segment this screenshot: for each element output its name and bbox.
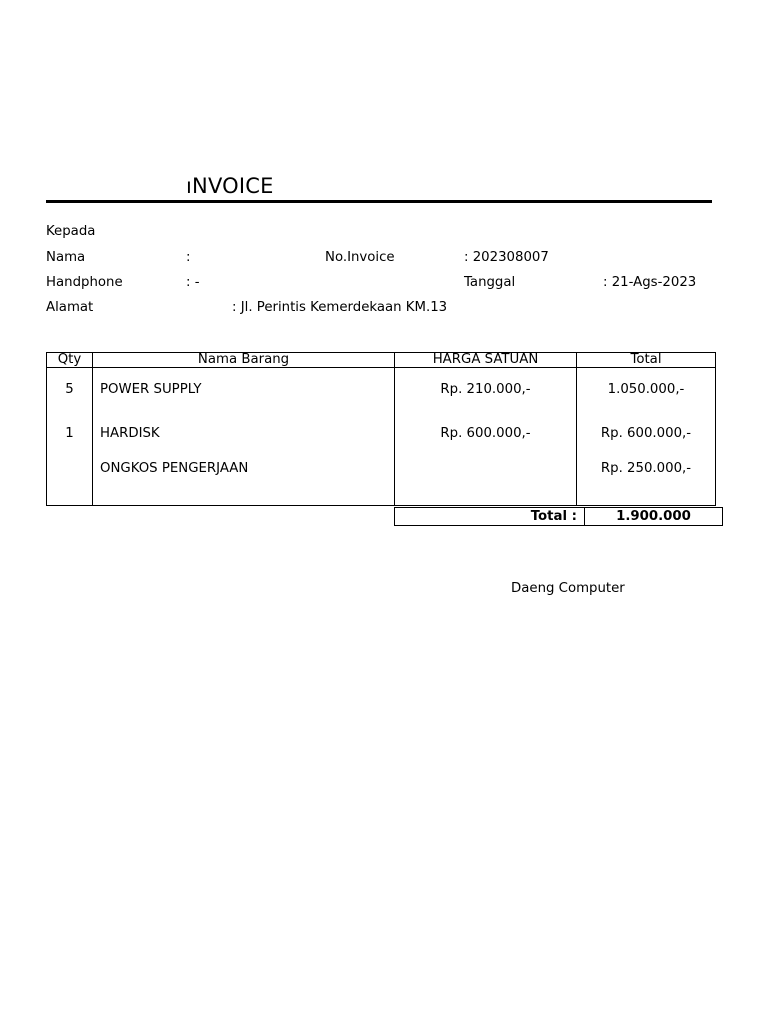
no-invoice-value: : 202308007 [464, 250, 549, 265]
row-total: Rp. 250.000,- [577, 456, 716, 506]
items-table [46, 352, 716, 506]
row-unit-price [395, 456, 577, 506]
header-total: Total [577, 353, 716, 368]
grand-total-box [394, 507, 723, 526]
row-item-name: ONGKOS PENGERJAAN [93, 456, 395, 506]
tanggal-value: : 21-Ags-2023 [603, 275, 697, 290]
nama-label: Nama [46, 250, 86, 265]
table-row [47, 368, 716, 411]
nama-value: : [186, 250, 191, 265]
row-total: Rp. 600.000,- [577, 410, 716, 456]
no-invoice-label: No.Invoice [325, 250, 395, 265]
row-unit-price: Rp. 600.000,- [395, 410, 577, 456]
row-item-name: HARDISK [93, 410, 395, 456]
handphone-label: Handphone [46, 275, 123, 290]
row-qty: 1 [47, 410, 93, 456]
row-qty: 5 [47, 368, 93, 411]
handphone-value: : - [186, 275, 200, 290]
signature-name: Daeng Computer [511, 581, 625, 596]
header-harga-satuan: HARGA SATUAN [395, 353, 577, 368]
row-total: 1.050.000,- [577, 368, 716, 411]
grand-total-label: Total : [395, 508, 585, 526]
tanggal-label: Tanggal [464, 275, 516, 290]
title-underline [46, 200, 712, 203]
alamat-label: Alamat [46, 300, 94, 315]
grand-total-value: 1.900.000 [585, 508, 723, 526]
table-header-row [47, 353, 716, 368]
row-qty [47, 456, 93, 506]
header-qty: Qty [47, 353, 93, 368]
alamat-value: : Jl. Perintis Kemerdekaan KM.13 [232, 300, 448, 315]
row-item-name: POWER SUPPLY [93, 368, 395, 411]
table-row [47, 410, 716, 456]
row-unit-price: Rp. 210.000,- [395, 368, 577, 411]
invoice-title: ıNVOICE [186, 174, 274, 198]
table-row [47, 456, 716, 506]
header-nama-barang: Nama Barang [93, 353, 395, 368]
recipient-label: Kepada [46, 224, 96, 239]
